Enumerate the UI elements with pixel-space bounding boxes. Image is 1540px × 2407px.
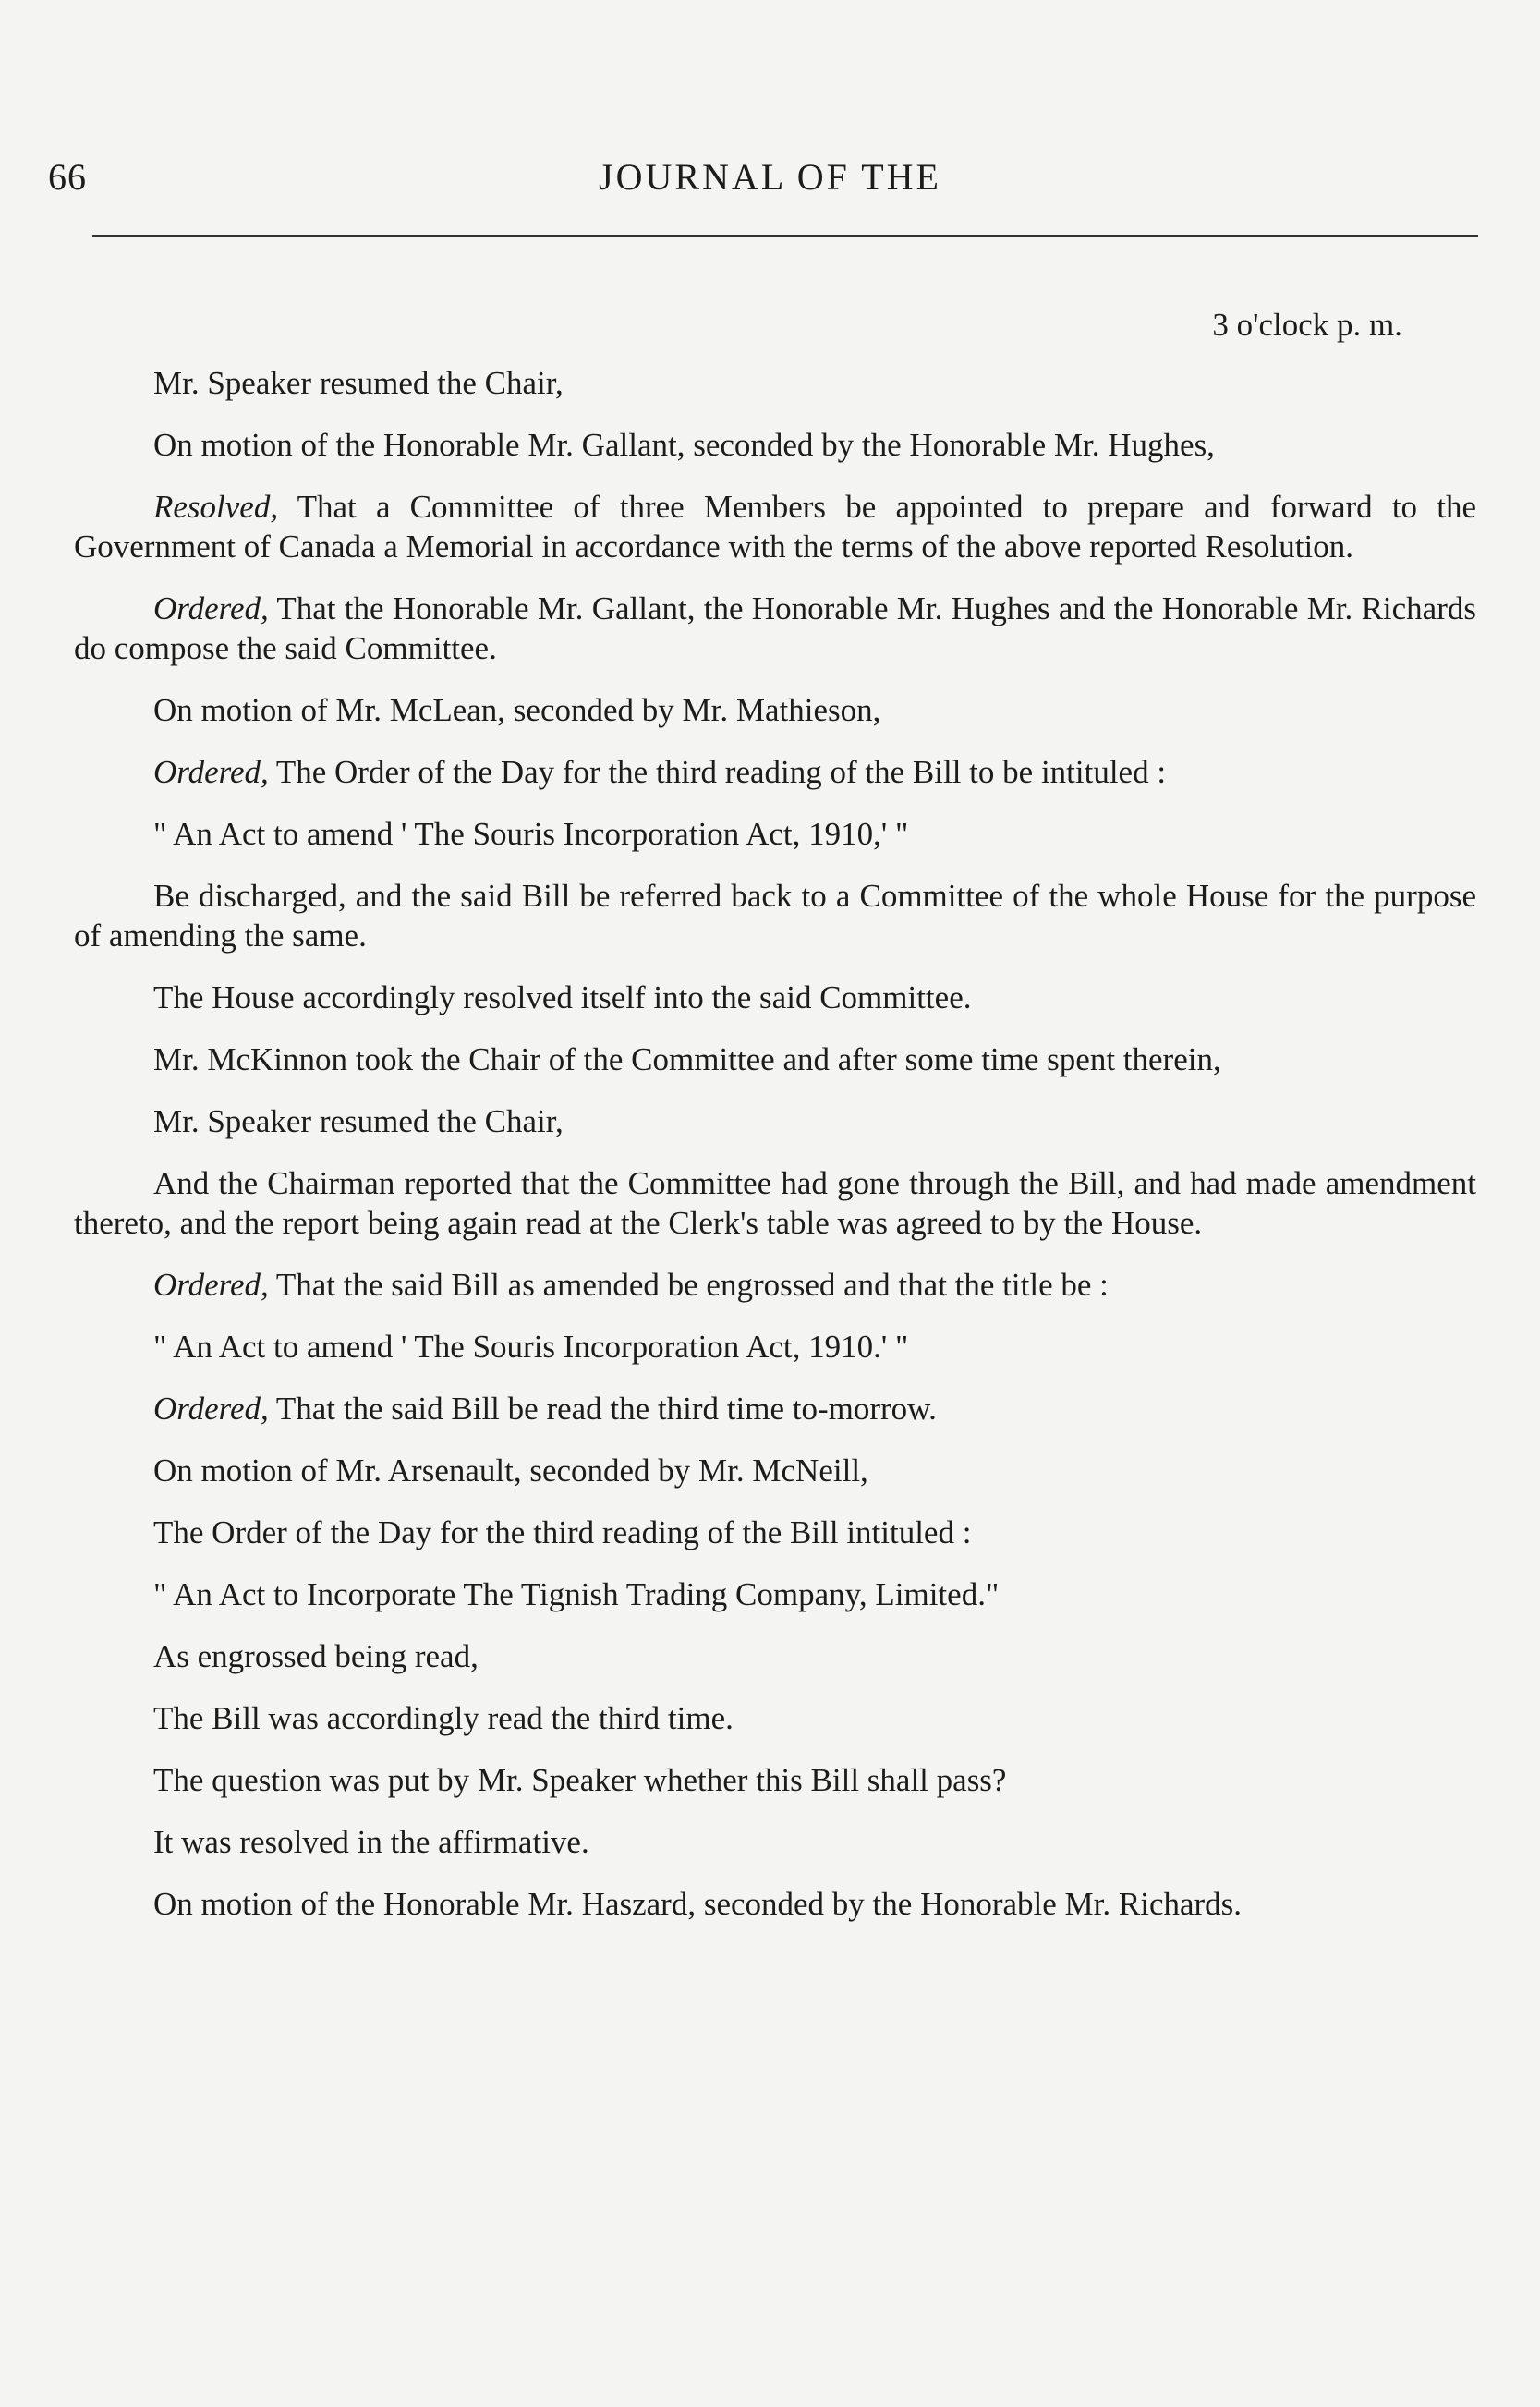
paragraph-lead: Ordered, (153, 1391, 269, 1427)
paragraph: On motion of the Honorable Mr. Haszard, seconded by the Honorable Mr. Richards. (153, 1886, 1243, 1922)
paragraph: Mr. McKinnon took the Chair of the Committee and after some time spent therein, (153, 1041, 1221, 1077)
paragraph-ordered (74, 1265, 1476, 1305)
paragraph-text: That the Honorable Mr. Gallant, the Honorable Mr. Hughes and the Honorable Mr. Richards do compose the said Committee. (74, 590, 1476, 666)
session-time: 3 o'clock p. m. (1212, 307, 1402, 343)
paragraph: On motion of Mr. Arsenault, seconded by Mr. McNeill, (153, 1453, 868, 1489)
page-number: 66 (48, 156, 87, 198)
paragraph: The House accordingly resolved itself into the said Committee. (153, 979, 972, 1015)
paragraph: The Order of the Day for the third reading of the Bill intituled : (153, 1514, 972, 1550)
paragraph: And the Chairman reported that the Committee had gone through the Bill, and had made amendment thereto, and the report being again read at the Clerk's table was agreed to by the House. (74, 1165, 1476, 1241)
paragraph-text: That a Committee of three Members be appointed to prepare and forward to the Government of Canada a Memorial in accordance with the terms of the above reported Resolution. (74, 489, 1476, 565)
running-head: JOURNAL OF THE (599, 156, 941, 198)
paragraph-text: That the said Bill as amended be engrossed and that the title be : (268, 1267, 1109, 1303)
bill-title-quote: " An Act to amend ' The Souris Incorporation Act, 1910.' " (153, 1329, 909, 1365)
paragraph: Be discharged, and the said Bill be referred back to a Committee of the whole House for the purpose of amending the same. (74, 878, 1476, 954)
header-rule (92, 235, 1478, 237)
paragraph: As engrossed being read, (153, 1638, 479, 1674)
paragraph: Mr. Speaker resumed the Chair, (153, 365, 564, 401)
bill-title-quote: " An Act to amend ' The Souris Incorporation Act, 1910,' " (153, 816, 909, 852)
paragraph-lead: Ordered, (153, 1267, 269, 1303)
paragraph-ordered (74, 1389, 1476, 1428)
paragraph-lead: Resolved, (153, 489, 279, 525)
bill-title-quote: " An Act to Incorporate The Tignish Trading Company, Limited." (153, 1576, 1000, 1612)
paragraph: The question was put by Mr. Speaker whether this Bill shall pass? (153, 1762, 1007, 1798)
paragraph-resolved (74, 487, 1476, 566)
paragraph: On motion of the Honorable Mr. Gallant, seconded by the Honorable Mr. Hughes, (153, 427, 1215, 463)
paragraph: The Bill was accordingly read the third time. (153, 1700, 734, 1736)
paragraph-text: The Order of the Day for the third reading of the Bill to be intituled : (268, 754, 1167, 790)
journal-body (74, 305, 1476, 1946)
paragraph-ordered (74, 589, 1476, 668)
paragraph-text: That the said Bill be read the third time to-morrow. (268, 1391, 937, 1427)
paragraph-lead: Ordered, (153, 754, 269, 790)
paragraph: It was resolved in the affirmative. (153, 1824, 589, 1860)
paragraph-lead: Ordered, (153, 590, 269, 626)
paragraph: On motion of Mr. McLean, seconded by Mr. Mathieson, (153, 692, 881, 728)
paragraph: Mr. Speaker resumed the Chair, (153, 1103, 564, 1139)
paragraph-ordered (74, 752, 1476, 792)
